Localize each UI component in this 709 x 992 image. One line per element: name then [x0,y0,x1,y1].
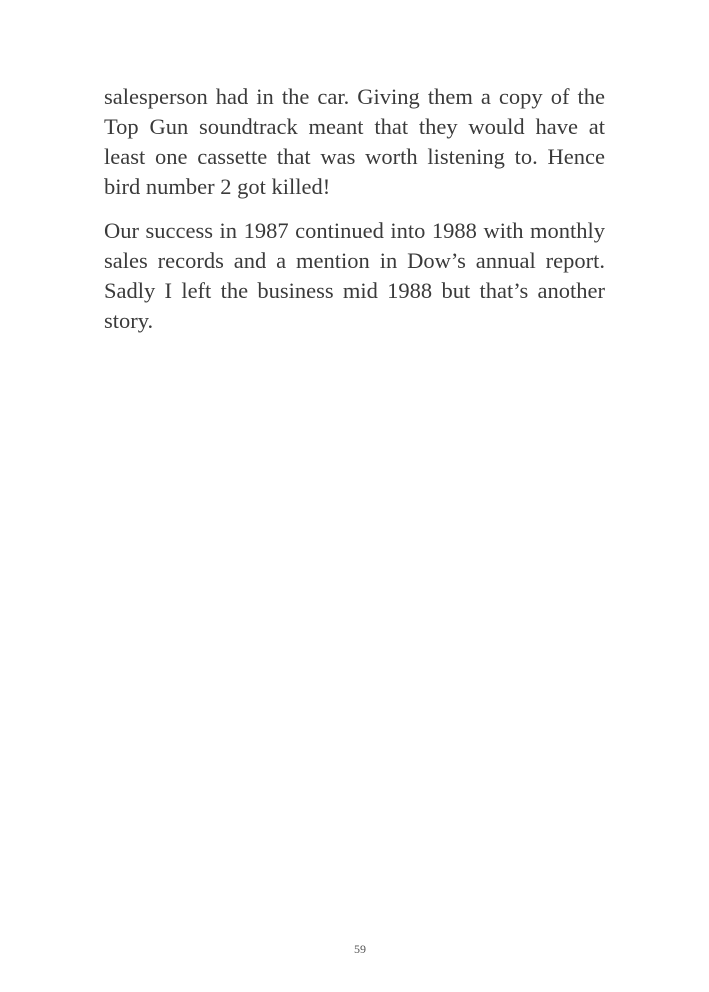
page-number: 59 [354,942,366,956]
paragraph-2: Our success in 1987 continued into 1988 with monthly sales records and a mention in Dow’s annual report. Sadly I left the business mid 1988 but that’s another story. [104,218,605,333]
paragraph-1: salesperson had in the car. Giving them a copy of the Top Gun soundtrack meant that they would have at least one cassette that was worth listening to. Hence bird number 2 got killed! [104,84,605,199]
body-text [104,82,605,350]
